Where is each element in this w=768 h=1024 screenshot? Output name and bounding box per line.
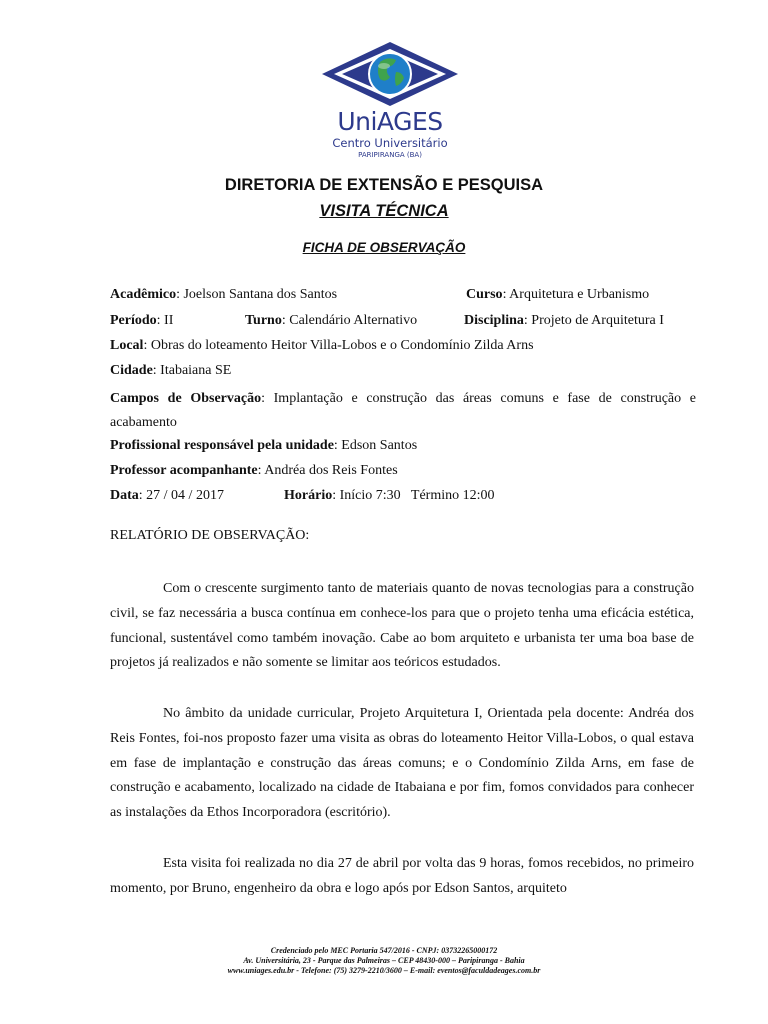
periodo-label: Período <box>110 313 157 328</box>
turno-value: : Calendário Alternativo <box>281 313 418 328</box>
heading-ficha: FICHA DE OBSERVAÇÃO <box>302 240 466 255</box>
data-value: : 27 / 04 / 2017 <box>138 488 224 503</box>
periodo-value: : II <box>156 313 174 328</box>
professor-value: : Andréa dos Reis Fontes <box>257 463 398 478</box>
info-row-campos <box>110 387 696 435</box>
curso-label: Curso <box>466 287 503 302</box>
local-label: Local <box>110 338 144 353</box>
report-title: RELATÓRIO DE OBSERVAÇÃO: <box>110 528 310 543</box>
disciplina-value: : Projeto de Arquitetura I <box>523 313 664 328</box>
curso-value: : Arquitetura e Urbanismo <box>502 287 650 302</box>
campos-label: Campos de Observação <box>110 391 262 406</box>
cidade-label: Cidade <box>110 363 153 378</box>
footer-address: Av. Universitária, 23 - Parque das Palmeiras – CEP 48430-000 – Paripiranga - Bahia <box>243 956 525 965</box>
heading-visita-tecnica: VISITA TÉCNICA <box>319 202 449 220</box>
uniages-logo <box>320 40 460 170</box>
info-row-profissional <box>110 437 696 455</box>
local-value: : Obras do loteamento Heitor Villa-Lobos e o Condomínio Zilda Arns <box>143 338 534 353</box>
footer-credenciamento: Credenciado pelo MEC Portaria 547/2016 - CNPJ: 03732265000172 <box>270 946 498 955</box>
cidade-value: : Itabaiana SE <box>152 363 232 378</box>
horario-value: : Início 7:30 Término 12:00 <box>332 488 495 503</box>
data-label: Data <box>110 488 139 503</box>
horario-label: Horário <box>284 488 333 503</box>
heading-diretoria: DIRETORIA DE EXTENSÃO E PESQUISA <box>224 176 544 194</box>
footer-contact: www.uniages.edu.br - Telefone: (75) 3279-2210/3600 – E-mail: eventos@faculdadeages.com.br <box>227 966 541 975</box>
info-row-local <box>110 337 696 355</box>
disciplina-label: Disciplina <box>464 313 524 328</box>
profissional-value: : Edson Santos <box>333 438 418 453</box>
report-paragraph-3: Esta visita foi realizada no dia 27 de abril por volta das 9 horas, fomos recebidos, no primeiro momento, por Bruno, engenheiro da obra e logo após por Edson Santos, arquiteto <box>110 856 694 896</box>
report-paragraph-1: Com o crescente surgimento tanto de materiais quanto de novas tecnologias para a construção civil, se faz necessária a busca contínua em conhece-los para que o projeto tenha uma eficácia estética, funcional, sustentável como também inovação. Cabe ao bom arquiteto e urbanista ter uma boa base de projetos já realizados e não somente se limitar aos teóricos estudados. <box>110 581 694 671</box>
turno-label: Turno <box>245 313 282 328</box>
logo-emblem-icon <box>320 40 460 110</box>
info-row-professor <box>110 462 696 480</box>
academico-label: Acadêmico <box>110 287 177 302</box>
logo-location: PARIPIRANGA (BA) <box>358 151 422 159</box>
logo-name: UniAGES <box>337 107 443 136</box>
profissional-label: Profissional responsável pela unidade <box>110 438 334 453</box>
professor-label: Professor acompanhante <box>110 463 258 478</box>
report-paragraph-2: No âmbito da unidade curricular, Projeto Arquitetura I, Orientada pela docente: Andréa dos Reis Fontes, foi-nos proposto fazer uma visita as obras do loteamento Heitor Villa-Lobos, o qual estava em fase de implantação e construção das áreas comuns; e o Condomínio Zilda Arns, em fase de construção e acabamento, localizado na cidade de Itabaiana e por fim, fomos convidados para conhecer as instalações da Ethos Incorporadora (escritório). <box>110 706 694 821</box>
campos-value: : Implantação e construção das áreas comuns e fase de construção e acabamento <box>110 391 697 430</box>
info-row-cidade <box>110 362 696 380</box>
academico-value: : Joelson Santana dos Santos <box>176 287 338 302</box>
logo-subtitle: Centro Universitário <box>332 136 448 150</box>
